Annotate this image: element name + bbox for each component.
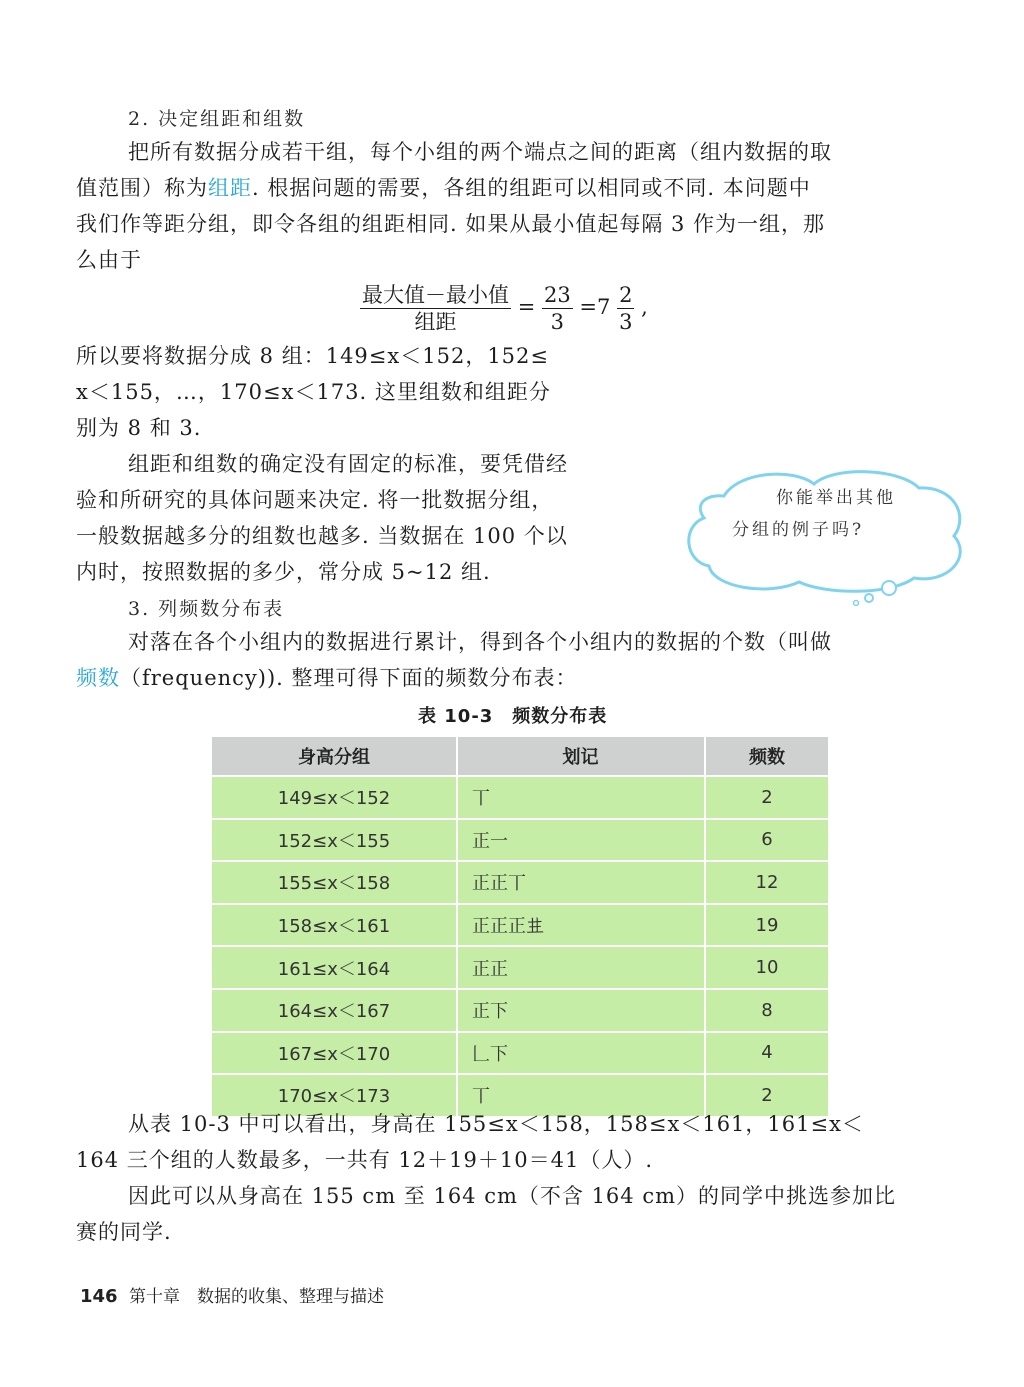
cell-range: 170≤x＜173 xyxy=(212,1075,456,1116)
cell-count: 8 xyxy=(706,990,828,1031)
text-line: 对落在各个小组内的数据进行累计，得到各个小组内的数据的个数（叫做 xyxy=(128,630,832,654)
formula-mixed-num: 2 xyxy=(619,283,633,307)
table-row xyxy=(212,777,828,818)
header-height-group: 身高分组 xyxy=(212,737,456,775)
section-2-paragraph-3 xyxy=(76,446,636,590)
text-line: 么由于 xyxy=(76,248,142,272)
conclusion-paragraph xyxy=(76,1106,964,1250)
cell-count: 4 xyxy=(706,1033,828,1074)
formula-fraction-den: 3 xyxy=(550,310,565,334)
term-pinshu: 频数 xyxy=(76,666,120,690)
text-line: 组距和组数的确定没有固定的标准，要凭借经 xyxy=(128,452,568,476)
text-line: 我们作等距分组，即令各组的组距相同. 如果从最小值起每隔 3 作为一组，那 xyxy=(76,212,826,236)
text-line: 从表 10-3 中可以看出，身高在 155≤x＜158，158≤x＜161，161≤x＜ xyxy=(128,1112,864,1136)
cell-tally: 丅 xyxy=(458,777,704,818)
thought-cloud xyxy=(684,466,974,606)
cell-range: 152≤x＜155 xyxy=(212,820,456,861)
text-line: 赛的同学. xyxy=(76,1220,172,1244)
formula-equals: = xyxy=(517,295,536,319)
text-line: 一般数据越多分的组数也越多. 当数据在 100 个以 xyxy=(76,524,568,548)
cell-tally: 正正正𠀎 xyxy=(458,905,704,946)
formula-comma: , xyxy=(641,295,648,319)
text-span: （frequency)). 整理可得下面的频数分布表： xyxy=(120,666,578,690)
formula-fraction xyxy=(542,282,573,335)
text-line: 别为 8 和 3. xyxy=(76,416,202,440)
formula-fraction-num: 23 xyxy=(543,283,571,307)
text-span: . 根据问题的需要，各组的组距可以相同或不同. 本问题中 xyxy=(252,176,811,200)
cloud-line-1: 你能举出其他 xyxy=(776,488,896,508)
cell-range: 167≤x＜170 xyxy=(212,1033,456,1074)
page-number: 146 xyxy=(80,1286,118,1307)
table-row xyxy=(212,862,828,903)
text-line: 内时，按照数据的多少，常分成 5~12 组. xyxy=(76,560,491,584)
frequency-table xyxy=(210,735,830,1118)
table-row xyxy=(212,990,828,1031)
cell-tally: 正正 xyxy=(458,947,704,988)
text-line: 验和所研究的具体问题来决定. 将一批数据分组， xyxy=(76,488,554,512)
cell-count: 2 xyxy=(706,1075,828,1116)
table-header-row xyxy=(212,737,828,775)
cell-count: 2 xyxy=(706,777,828,818)
cell-range: 155≤x＜158 xyxy=(212,862,456,903)
cell-count: 10 xyxy=(706,947,828,988)
section-2-heading: 2. 决定组距和组数 xyxy=(128,108,306,130)
header-frequency: 频数 xyxy=(706,737,828,775)
formula-equals-seven: =7 xyxy=(579,295,611,319)
section-2-paragraph-1 xyxy=(76,134,964,278)
cell-tally: 丅 xyxy=(458,1075,704,1116)
text-line: 164 三个组的人数最多，一共有 12＋19＋10＝41（人）. xyxy=(76,1148,653,1172)
cell-count: 12 xyxy=(706,862,828,903)
cell-range: 164≤x＜167 xyxy=(212,990,456,1031)
table-caption: 表 10-3 频数分布表 xyxy=(418,706,608,727)
page-footer xyxy=(80,1282,384,1307)
cell-count: 6 xyxy=(706,820,828,861)
cell-range: 149≤x＜152 xyxy=(212,777,456,818)
chapter-title: 第十章 数据的收集、整理与描述 xyxy=(128,1287,384,1307)
section-2-paragraph-2 xyxy=(76,338,636,446)
text-line: 把所有数据分成若干组，每个小组的两个端点之间的距离（组内数据的取 xyxy=(128,140,832,164)
text-line: 所以要将数据分成 8 组：149≤x＜152，152≤ xyxy=(76,344,549,368)
cell-tally: 正一 xyxy=(458,820,704,861)
table-row xyxy=(212,905,828,946)
frequency-table-wrapper xyxy=(210,735,830,1118)
text-span: 值范围）称为 xyxy=(76,176,208,200)
section-3-paragraph xyxy=(76,624,964,696)
table-row xyxy=(212,1033,828,1074)
text-line xyxy=(76,660,964,696)
cell-tally: 𠃊下 xyxy=(458,1033,704,1074)
formula-denominator: 组距 xyxy=(414,310,457,334)
cell-range: 161≤x＜164 xyxy=(212,947,456,988)
text-line: x＜155，…，170≤x＜173. 这里组数和组距分 xyxy=(76,380,551,404)
cloud-line-2: 分组的例子吗? xyxy=(732,520,865,540)
formula-numerator: 最大值－最小值 xyxy=(362,283,509,307)
formula-main-fraction xyxy=(360,282,511,335)
cell-tally: 正正丅 xyxy=(458,862,704,903)
cell-tally: 正下 xyxy=(458,990,704,1031)
cloud-text xyxy=(732,482,896,546)
term-zuju: 组距 xyxy=(208,176,252,200)
formula-mixed-den: 3 xyxy=(619,310,633,334)
formula-mixed-fraction xyxy=(617,282,634,335)
table-row xyxy=(212,947,828,988)
table-row xyxy=(212,820,828,861)
text-line xyxy=(76,170,964,206)
cell-count: 19 xyxy=(706,905,828,946)
header-tally: 划记 xyxy=(458,737,704,775)
text-line: 因此可以从身高在 155 cm 至 164 cm（不含 164 cm）的同学中挑选参加比 xyxy=(128,1184,896,1208)
cell-range: 158≤x＜161 xyxy=(212,905,456,946)
formula xyxy=(360,282,648,335)
section-3-heading: 3. 列频数分布表 xyxy=(128,598,285,620)
